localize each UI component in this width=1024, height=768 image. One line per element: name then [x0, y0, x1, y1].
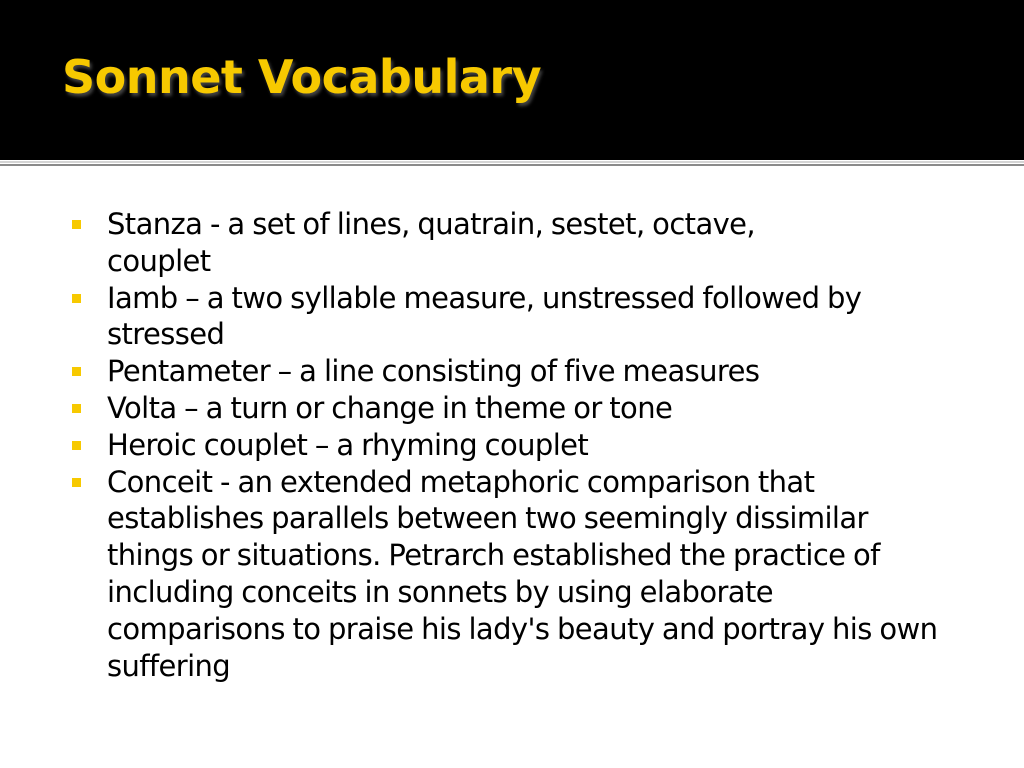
square-bullet-icon	[72, 220, 81, 229]
square-bullet-icon	[72, 441, 81, 450]
title-divider-light	[0, 161, 1024, 163]
bullet-text: Pentameter – a line consisting of five measures	[107, 354, 760, 389]
bullet-item-volta	[72, 390, 972, 427]
title-divider-dark	[0, 164, 1024, 166]
bullet-text: Heroic couplet – a rhyming couplet	[107, 427, 589, 462]
bullet-text: Conceit - an extended metaphoric comparison that establishes parallels between two seemingly dissimilar things or situations. Petrarch established the practice of including conceits in sonnets by using elaborate comparisons to praise his lady's beauty and portray his own suffering	[107, 464, 938, 683]
title-bar	[0, 0, 1024, 160]
bullet-item-heroic-couplet	[72, 427, 972, 464]
bullet-item-stanza	[72, 206, 972, 280]
slide-title: Sonnet Vocabulary	[62, 50, 542, 104]
square-bullet-icon	[72, 367, 81, 376]
bullet-item-conceit	[72, 464, 972, 685]
bullet-text: Iamb – a two syllable measure, unstressed followed by stressed	[107, 280, 862, 352]
bullet-list	[72, 206, 972, 684]
square-bullet-icon	[72, 478, 81, 487]
bullet-item-iamb	[72, 280, 972, 354]
slide-content	[72, 206, 972, 684]
square-bullet-icon	[72, 294, 81, 303]
bullet-text: Volta – a turn or change in theme or tone	[107, 390, 673, 425]
bullet-text: Stanza - a set of lines, quatrain, sestet, octave, couplet	[107, 207, 756, 278]
bullet-item-pentameter	[72, 353, 972, 390]
square-bullet-icon	[72, 404, 81, 413]
